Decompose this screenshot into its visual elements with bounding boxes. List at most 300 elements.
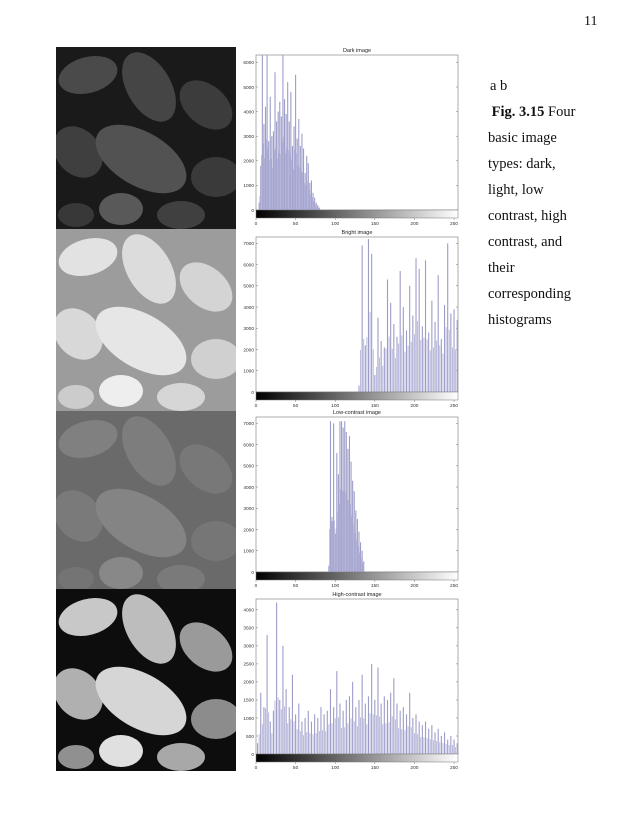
histogram-bar — [422, 326, 423, 392]
histogram-bar — [431, 725, 432, 754]
y-tick-label: 4000 — [243, 485, 254, 491]
histogram-bar — [283, 137, 284, 210]
histogram-bar — [351, 517, 352, 572]
histogram-bar — [455, 349, 456, 392]
histogram-bar — [288, 150, 289, 210]
histogram-bar — [347, 500, 348, 572]
histogram-bar — [335, 718, 336, 754]
histogram-bar — [457, 743, 458, 754]
y-tick-label: 4000 — [243, 110, 254, 116]
histogram-bar — [315, 205, 316, 210]
histogram-bar — [358, 386, 359, 392]
histogram-bar — [275, 148, 276, 210]
figure-label: Fig. 3.15 — [491, 104, 545, 120]
histogram-bar — [333, 707, 334, 754]
histogram-bar — [294, 150, 295, 210]
histogram-bar — [403, 707, 404, 754]
histogram-bar — [415, 258, 416, 392]
histogram-bar — [353, 525, 354, 572]
histogram-bar — [392, 349, 393, 392]
histogram-bar — [291, 160, 292, 210]
histogram-bar — [457, 320, 458, 392]
y-tick-label: 1000 — [243, 369, 254, 375]
histogram-bar — [286, 148, 287, 210]
caption-line: light, low — [488, 182, 544, 198]
y-tick-label: 6000 — [243, 443, 254, 449]
histogram-bar — [318, 208, 319, 210]
histogram-bar — [430, 351, 431, 392]
y-tick-label: 1500 — [243, 698, 254, 704]
histogram-bar — [423, 338, 424, 392]
histogram-bar — [262, 724, 263, 754]
histogram-bar — [404, 730, 405, 754]
histogram-bar — [376, 367, 377, 392]
y-tick-label: 1000 — [243, 184, 254, 190]
histogram-bar — [273, 711, 274, 754]
histogram-bar — [436, 341, 437, 392]
histogram-bar — [261, 155, 262, 210]
histogram-bar — [377, 318, 378, 392]
histogram-bar — [411, 727, 412, 754]
histogram-bar — [292, 675, 293, 754]
histogram-bar — [428, 333, 429, 392]
histogram-bar — [343, 491, 344, 572]
caption-line: histograms — [488, 312, 552, 328]
histogram-bar — [415, 714, 416, 754]
histogram-bar — [389, 337, 390, 392]
histogram-bar — [400, 711, 401, 754]
histogram-bar — [310, 194, 311, 210]
grayscale-colorbar — [256, 754, 458, 762]
histogram-bar — [362, 245, 363, 392]
histogram-bar — [271, 159, 272, 210]
histogram-bar — [357, 726, 358, 754]
histogram-bar — [350, 504, 351, 572]
photo-dark-image — [56, 47, 236, 229]
histogram-bar — [438, 729, 439, 754]
y-tick-label: 2000 — [243, 348, 254, 354]
y-tick-label: 7000 — [243, 422, 254, 428]
histogram-bar — [442, 743, 443, 754]
histogram-bar — [284, 706, 285, 754]
histogram-bar — [382, 366, 383, 392]
histogram-bar — [339, 704, 340, 754]
y-tick-label: 4000 — [243, 305, 254, 311]
histogram-bar — [446, 744, 447, 754]
histogram-bar — [427, 738, 428, 754]
photo-high-contrast-image — [56, 589, 236, 771]
histogram-bar — [450, 736, 451, 754]
x-tick-label: 0 — [254, 766, 258, 771]
histogram-bar — [334, 521, 335, 572]
histogram-bar — [299, 167, 300, 210]
histogram-bar — [434, 732, 435, 754]
histogram-bar — [322, 730, 323, 754]
histogram-bar — [414, 334, 415, 392]
histogram-bar — [400, 271, 401, 392]
panel-labels: a b — [490, 78, 508, 94]
histogram-bar — [289, 707, 290, 754]
histogram-bar — [279, 700, 280, 754]
histogram-bar — [278, 697, 279, 754]
histogram-bar — [305, 185, 306, 210]
histogram-bar — [384, 696, 385, 754]
histogram-bar — [290, 719, 291, 754]
chart-title: Bright image — [341, 230, 373, 236]
y-tick-label: 6000 — [243, 61, 254, 67]
histogram-bar — [260, 693, 261, 754]
histogram-bar — [362, 563, 363, 572]
y-tick-label: 0 — [251, 752, 254, 758]
histogram-bar — [408, 726, 409, 754]
x-tick-label: 150 — [370, 222, 379, 227]
histogram-bar — [267, 148, 268, 210]
x-tick-label: 0 — [254, 222, 258, 227]
histogram-bar — [260, 196, 261, 210]
y-tick-label: 1000 — [243, 716, 254, 722]
histogram-bar — [349, 696, 350, 754]
histogram-bar — [270, 722, 271, 754]
histogram-bar — [365, 345, 366, 392]
x-tick-label: 250 — [450, 584, 459, 589]
histogram-bar — [411, 342, 412, 392]
histogram-bar — [282, 142, 283, 210]
histogram-bar — [447, 243, 448, 392]
histogram-bar — [295, 714, 296, 754]
histogram-bar — [355, 533, 356, 572]
x-tick-label: 150 — [370, 766, 379, 771]
histogram-bar — [377, 667, 378, 754]
x-tick-label: 0 — [254, 404, 258, 409]
histogram-bar — [317, 207, 318, 210]
y-tick-label: 5000 — [243, 85, 254, 91]
histogram-bar — [387, 279, 388, 392]
histogram-bar — [293, 169, 294, 210]
histogram-bar — [395, 358, 396, 392]
histogram-bar — [313, 202, 314, 210]
histogram-bar — [360, 717, 361, 754]
histogram-bar — [267, 635, 268, 754]
histogram-bar — [301, 722, 302, 754]
x-tick-label: 50 — [292, 584, 299, 589]
histogram-bar — [359, 553, 360, 572]
histogram-bar — [403, 307, 404, 392]
chart-title: Low-contrast image — [333, 410, 381, 416]
x-tick-label: 250 — [450, 766, 459, 771]
caption-line: contrast, and — [488, 234, 563, 250]
histogram-bar — [373, 349, 374, 392]
histogram-bar — [381, 704, 382, 754]
histogram-bar — [381, 341, 382, 392]
histogram-bar — [406, 714, 407, 754]
histogram-bar — [412, 316, 413, 392]
histogram-bar — [290, 153, 291, 210]
histogram-bar — [281, 709, 282, 754]
histogram-bar — [269, 160, 270, 210]
x-tick-label: 250 — [450, 222, 459, 227]
histogram-bar — [420, 737, 421, 754]
histogram-bar — [280, 155, 281, 210]
caption-line: their — [488, 260, 515, 276]
histogram-bar — [442, 353, 443, 392]
histogram-bar — [338, 717, 339, 754]
histogram-bar — [304, 183, 305, 210]
histogram-bar — [298, 704, 299, 754]
histogram-bar — [344, 727, 345, 754]
histogram-bar — [265, 708, 266, 754]
histogram-bar — [339, 504, 340, 572]
histogram-bar — [419, 722, 420, 754]
histogram-bar — [433, 740, 434, 754]
grayscale-colorbar — [256, 210, 458, 218]
x-tick-label: 150 — [370, 404, 379, 409]
histogram-bar — [314, 714, 315, 754]
histogram-bar — [438, 275, 439, 392]
histogram-bar — [361, 558, 362, 572]
histogram-bar — [263, 707, 264, 754]
histogram-bar — [303, 735, 304, 754]
histogram-bar — [412, 718, 413, 754]
histogram-bar — [297, 729, 298, 754]
histogram-bar — [313, 734, 314, 754]
histogram-bar — [428, 729, 429, 754]
histogram-bar — [419, 269, 420, 392]
x-tick-label: 100 — [331, 584, 340, 589]
histogram-bar — [379, 716, 380, 754]
histogram-bar — [384, 347, 385, 392]
histogram-bar — [393, 324, 394, 392]
histogram-bar — [453, 309, 454, 392]
histogram-bar — [408, 346, 409, 392]
histogram-bar — [387, 700, 388, 754]
histogram-bar — [385, 349, 386, 392]
histogram-bar — [296, 153, 297, 210]
x-tick-label: 50 — [292, 222, 299, 227]
page-number: 11 — [584, 14, 598, 29]
histogram-bar — [302, 172, 303, 210]
histogram-bar — [308, 711, 309, 754]
histogram-svg — [240, 228, 462, 412]
histogram-bar — [444, 305, 445, 392]
histogram-bar — [274, 150, 275, 210]
histogram-bar — [345, 492, 346, 572]
histogram-bar — [368, 239, 369, 392]
histogram-bar — [287, 723, 288, 754]
figure-caption — [488, 73, 598, 333]
histogram-bar — [257, 743, 258, 754]
x-tick-label: 200 — [410, 584, 419, 589]
histogram-bar — [263, 144, 264, 210]
histogram-bar — [320, 707, 321, 754]
histogram-bar — [390, 303, 391, 392]
histogram-high-contrast-image — [240, 590, 462, 774]
histogram-bar — [401, 335, 402, 392]
histogram-bar — [439, 742, 440, 754]
y-tick-label: 3000 — [243, 134, 254, 140]
histogram-bar — [452, 745, 453, 754]
y-tick-label: 2000 — [243, 680, 254, 686]
histogram-bar — [343, 711, 344, 754]
grayscale-colorbar — [256, 572, 458, 580]
histogram-bar — [275, 700, 276, 754]
histogram-bar — [307, 182, 308, 210]
histogram-bar — [417, 734, 418, 754]
y-tick-label: 2500 — [243, 662, 254, 668]
histogram-bar — [441, 339, 442, 392]
histogram-bar — [305, 718, 306, 754]
histogram-bar — [365, 704, 366, 754]
y-tick-label: 2000 — [243, 528, 254, 534]
histogram-bar — [368, 696, 369, 754]
histogram-bar — [436, 741, 437, 754]
histogram-bar — [420, 340, 421, 392]
histogram-bar — [396, 337, 397, 392]
y-tick-label: 3000 — [243, 644, 254, 650]
histogram-bar — [366, 724, 367, 754]
y-tick-label: 2000 — [243, 159, 254, 165]
histogram-bar — [277, 159, 278, 210]
histogram-bar — [363, 718, 364, 754]
histogram-bar — [285, 153, 286, 210]
histogram-bar — [446, 327, 447, 392]
histogram-bar — [300, 731, 301, 754]
histogram-bar — [268, 712, 269, 754]
histogram-bar — [401, 729, 402, 754]
histogram-bar — [336, 671, 337, 754]
x-tick-label: 100 — [331, 766, 340, 771]
histogram-bar — [282, 646, 283, 754]
histogram-bar — [363, 339, 364, 392]
histogram-bar — [382, 724, 383, 754]
histogram-bar — [360, 350, 361, 392]
histogram-bar — [306, 732, 307, 754]
caption-line: corresponding — [488, 286, 571, 302]
histogram-bar — [317, 718, 318, 754]
histogram-bar — [389, 722, 390, 754]
x-tick-label: 200 — [410, 766, 419, 771]
histogram-bar — [259, 734, 260, 754]
y-tick-label: 0 — [251, 570, 254, 576]
x-tick-label: 150 — [370, 584, 379, 589]
histogram-low-contrast-image — [240, 408, 462, 592]
histogram-bar — [447, 740, 448, 754]
histogram-bar — [374, 700, 375, 754]
histogram-bright-image — [240, 228, 462, 412]
histogram-bar — [272, 168, 273, 210]
histogram-bar — [450, 313, 451, 392]
y-tick-label: 7000 — [243, 242, 254, 248]
grayscale-colorbar — [256, 392, 458, 400]
pollen-bright-svg — [56, 229, 236, 411]
caption-line: basic image — [488, 130, 557, 146]
histogram-bar — [286, 689, 287, 754]
histogram-bar — [371, 664, 372, 754]
histogram-bar — [374, 375, 375, 392]
histogram-bar — [370, 312, 371, 392]
histogram-bar — [342, 491, 343, 572]
histogram-bar — [346, 700, 347, 754]
histogram-bar — [316, 733, 317, 754]
histogram-bar — [358, 700, 359, 754]
histogram-bar — [356, 540, 357, 572]
chart-title: Dark image — [342, 48, 372, 54]
histogram-bar — [423, 737, 424, 754]
histogram-bar — [352, 682, 353, 754]
histogram-bar — [427, 339, 428, 392]
histogram-bar — [312, 197, 313, 210]
x-tick-label: 100 — [331, 404, 340, 409]
histogram-bar — [266, 139, 267, 210]
histogram-bar — [431, 301, 432, 392]
photo-low-contrast-image — [56, 411, 236, 593]
histogram-bar — [452, 348, 453, 392]
histogram-bar — [279, 153, 280, 210]
histogram-bar — [393, 678, 394, 754]
histogram-bar — [271, 733, 272, 754]
histogram-bar — [331, 517, 332, 572]
histogram-bar — [392, 716, 393, 754]
histogram-bar — [355, 707, 356, 754]
x-tick-label: 100 — [331, 222, 340, 227]
histogram-bar — [347, 723, 348, 754]
y-tick-label: 3500 — [243, 626, 254, 632]
histogram-bar — [332, 723, 333, 754]
histogram-bar — [398, 728, 399, 754]
caption-line: Four — [548, 104, 576, 120]
histogram-bar — [328, 724, 329, 754]
y-tick-label: 6000 — [243, 263, 254, 269]
x-tick-label: 50 — [292, 404, 299, 409]
histogram-dark-image — [240, 46, 462, 230]
histogram-bar — [409, 693, 410, 754]
histogram-bar — [385, 723, 386, 754]
histogram-bar — [348, 501, 349, 572]
histogram-bar — [336, 529, 337, 572]
histogram-bar — [430, 739, 431, 754]
histogram-bar — [439, 345, 440, 392]
histogram-bar — [453, 740, 454, 754]
x-tick-label: 200 — [410, 222, 419, 227]
histogram-bar — [354, 721, 355, 754]
histogram-bar — [340, 489, 341, 572]
histogram-bar — [332, 517, 333, 572]
histogram-bar — [404, 352, 405, 392]
histogram-bar — [264, 158, 265, 210]
histogram-bar — [337, 512, 338, 572]
histogram-bar — [434, 322, 435, 392]
histogram-bar — [373, 714, 374, 754]
pollen-dark-svg — [56, 47, 236, 229]
histogram-bar — [324, 714, 325, 754]
x-tick-label: 200 — [410, 404, 419, 409]
histogram-svg — [240, 46, 462, 230]
histogram-bar — [301, 171, 302, 210]
histogram-bar — [441, 736, 442, 754]
y-tick-label: 5000 — [243, 464, 254, 470]
histogram-bar — [362, 675, 363, 754]
histogram-bar — [409, 286, 410, 392]
histogram-bar — [319, 731, 320, 754]
y-tick-label: 1000 — [243, 549, 254, 555]
histogram-bar — [371, 254, 372, 392]
histogram-bar — [379, 358, 380, 392]
histogram-bar — [395, 719, 396, 754]
histogram-bar — [309, 190, 310, 210]
x-tick-label: 250 — [450, 404, 459, 409]
histogram-bar — [370, 713, 371, 754]
histogram-bar — [449, 745, 450, 754]
histogram-bar — [398, 344, 399, 392]
